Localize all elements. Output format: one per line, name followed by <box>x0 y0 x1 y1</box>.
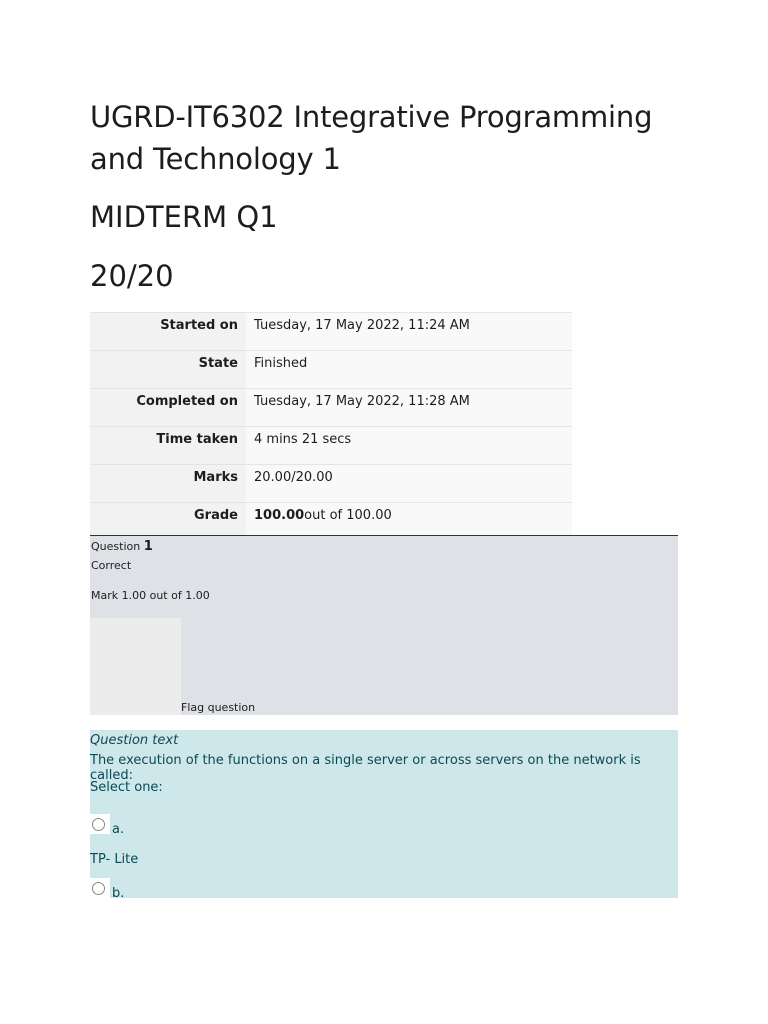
question-text: The execution of the functions on a single server or across servers on the network is called: <box>90 753 641 783</box>
summary-label: Marks <box>193 470 238 485</box>
summary-value: Tuesday, 17 May 2022, 11:28 AM <box>254 394 470 409</box>
flag-question-link[interactable]: Flag question <box>181 701 256 714</box>
summary-row <box>90 465 572 503</box>
grade-value: 100.00 <box>254 508 305 523</box>
grade-suffix: out of 100.00 <box>304 508 392 523</box>
question-content <box>90 730 678 901</box>
radio-button[interactable] <box>92 882 105 895</box>
quiz-name: MIDTERM Q1 <box>90 200 278 234</box>
question-text-heading: Question text <box>90 733 179 748</box>
answer-option-b[interactable] <box>90 882 290 902</box>
summary-label: Started on <box>160 318 238 333</box>
radio-button[interactable] <box>92 818 105 831</box>
summary-value: Tuesday, 17 May 2022, 11:24 AM <box>254 318 470 333</box>
question-info <box>90 535 678 715</box>
question-state: Correct <box>91 559 132 572</box>
summary-label: Time taken <box>156 432 238 447</box>
question-number <box>91 539 153 554</box>
summary-value: Finished <box>254 356 308 371</box>
summary-row <box>90 313 572 351</box>
question-number-value: 1 <box>143 539 153 554</box>
summary-value <box>254 508 392 523</box>
summary-value: 20.00/20.00 <box>254 470 333 485</box>
option-letter: b. <box>112 886 125 901</box>
option-letter: a. <box>112 822 125 837</box>
summary-label: Completed on <box>136 394 238 409</box>
summary-value: 4 mins 21 secs <box>254 432 352 447</box>
question-number-prefix: Question <box>91 540 144 553</box>
summary-label: Grade <box>194 508 238 523</box>
question-mark: Mark 1.00 out of 1.00 <box>91 589 210 602</box>
option-answer: TP- Lite <box>90 852 139 867</box>
summary-row <box>90 351 572 389</box>
answer-option-a[interactable] <box>90 818 290 838</box>
flag-icon[interactable] <box>90 618 181 715</box>
summary-row <box>90 427 572 465</box>
course-title: UGRD-IT6302 Integrative Programming and Technology 1 <box>90 100 653 176</box>
summary-label: State <box>198 356 238 371</box>
attempt-summary-table <box>90 312 572 540</box>
select-one-prompt: Select one: <box>90 780 163 795</box>
score: 20/20 <box>90 259 174 293</box>
summary-row <box>90 389 572 427</box>
